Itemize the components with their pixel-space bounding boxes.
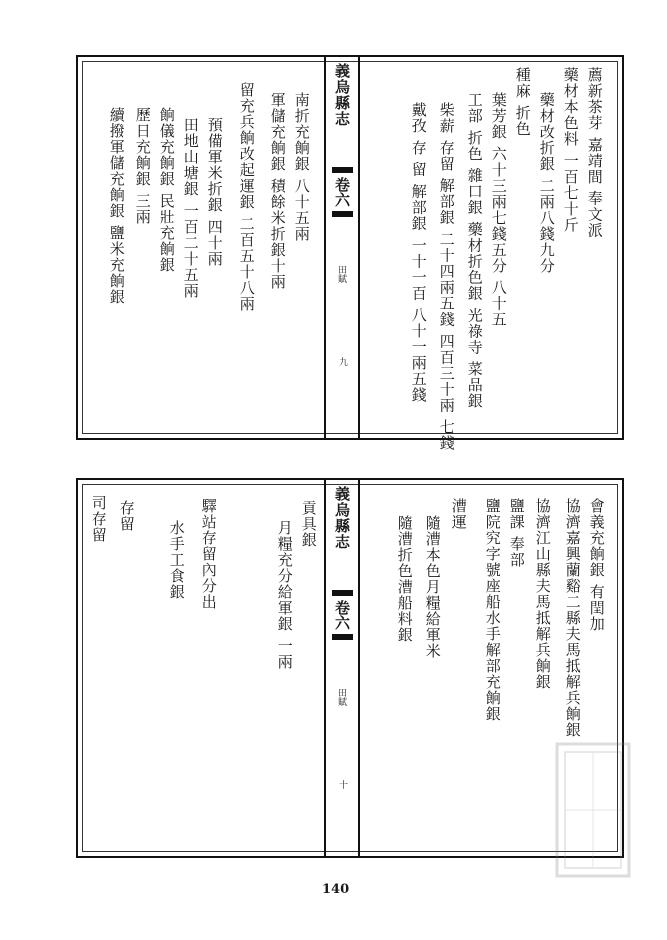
text-column: 薦新茶芽 嘉靖間 奉文派 <box>585 67 604 239</box>
text-column: 驛站存留內分出 <box>199 498 218 610</box>
text-column: 南折充餉銀 八十五兩 <box>292 92 311 242</box>
upper-spine <box>324 57 360 438</box>
text-column: 工部 折色 雜口銀 藥材折色銀 光祿寺 菜品銀 <box>465 92 484 409</box>
text-column: 鹽課 奉部 <box>507 498 526 568</box>
text-column: 貢具銀 <box>299 500 318 548</box>
spine-title: 義烏縣志 <box>333 63 351 127</box>
spine-section: 田賦 <box>336 688 346 706</box>
text-column: 存留 <box>117 500 136 532</box>
text-column: 協濟嘉興蘭谿二縣夫馬抵解兵餉銀 <box>563 498 582 738</box>
upper-page-spread <box>76 55 624 451</box>
text-column: 預備軍米折銀 四十兩 <box>205 117 224 267</box>
text-column: 餉儀充餉銀 民壯充餉銀 <box>157 107 176 273</box>
lower-page-spread <box>76 478 624 858</box>
text-column: 月糧充分給軍銀 一兩 <box>275 520 294 670</box>
spine-volume: 卷六 <box>332 590 353 640</box>
spine-section: 田賦 <box>336 265 346 283</box>
text-column: 戴孜 存 留 解部銀 一十一百 八十一兩五錢 <box>409 102 428 403</box>
text-column: 柴薪 存留 解部銀 二十四兩五錢 四百三十兩 七錢 <box>437 102 456 451</box>
text-column: 續撥軍儲充餉銀 鹽米充餉銀 <box>107 107 126 305</box>
text-column: 歷日充餉銀 三兩 <box>133 107 152 225</box>
library-seal-stamp <box>553 740 633 880</box>
text-column: 協濟江山縣夫馬抵解兵餉銀 <box>533 498 552 690</box>
text-column: 田地山塘銀 一百二十五兩 <box>181 117 200 299</box>
text-column: 會義充餉銀 有閏加 <box>587 498 606 632</box>
text-column: 隨漕本色月糧給軍米 <box>423 515 442 659</box>
text-column: 水手工食銀 <box>167 520 186 600</box>
text-column: 藥材改折銀 二兩八錢九分 <box>537 92 556 274</box>
spine-leaf: 十 <box>337 780 347 789</box>
text-column: 軍儲充餉銀 積餘米折銀十兩 <box>268 92 287 290</box>
text-column: 留充兵餉改起運銀 二百五十八兩 <box>237 82 256 312</box>
text-column: 藥材本色料 一百七十斤 <box>561 67 580 233</box>
lower-spine <box>324 480 360 856</box>
text-column: 漕運 <box>449 498 468 530</box>
text-column: 隨漕折色漕船料銀 <box>395 515 414 643</box>
text-column: 葉芳銀 六十三兩七錢五分 八十五 <box>489 92 508 328</box>
spine-volume: 卷六 <box>332 167 353 217</box>
text-column: 鹽院究字號座船水手解部充餉銀 <box>483 498 502 722</box>
text-column: 司存留 <box>89 495 108 543</box>
page-number: 140 <box>322 882 350 897</box>
spine-leaf: 九 <box>337 357 347 366</box>
spine-title: 義烏縣志 <box>333 486 351 550</box>
text-column: 種麻 折色 <box>513 67 532 137</box>
